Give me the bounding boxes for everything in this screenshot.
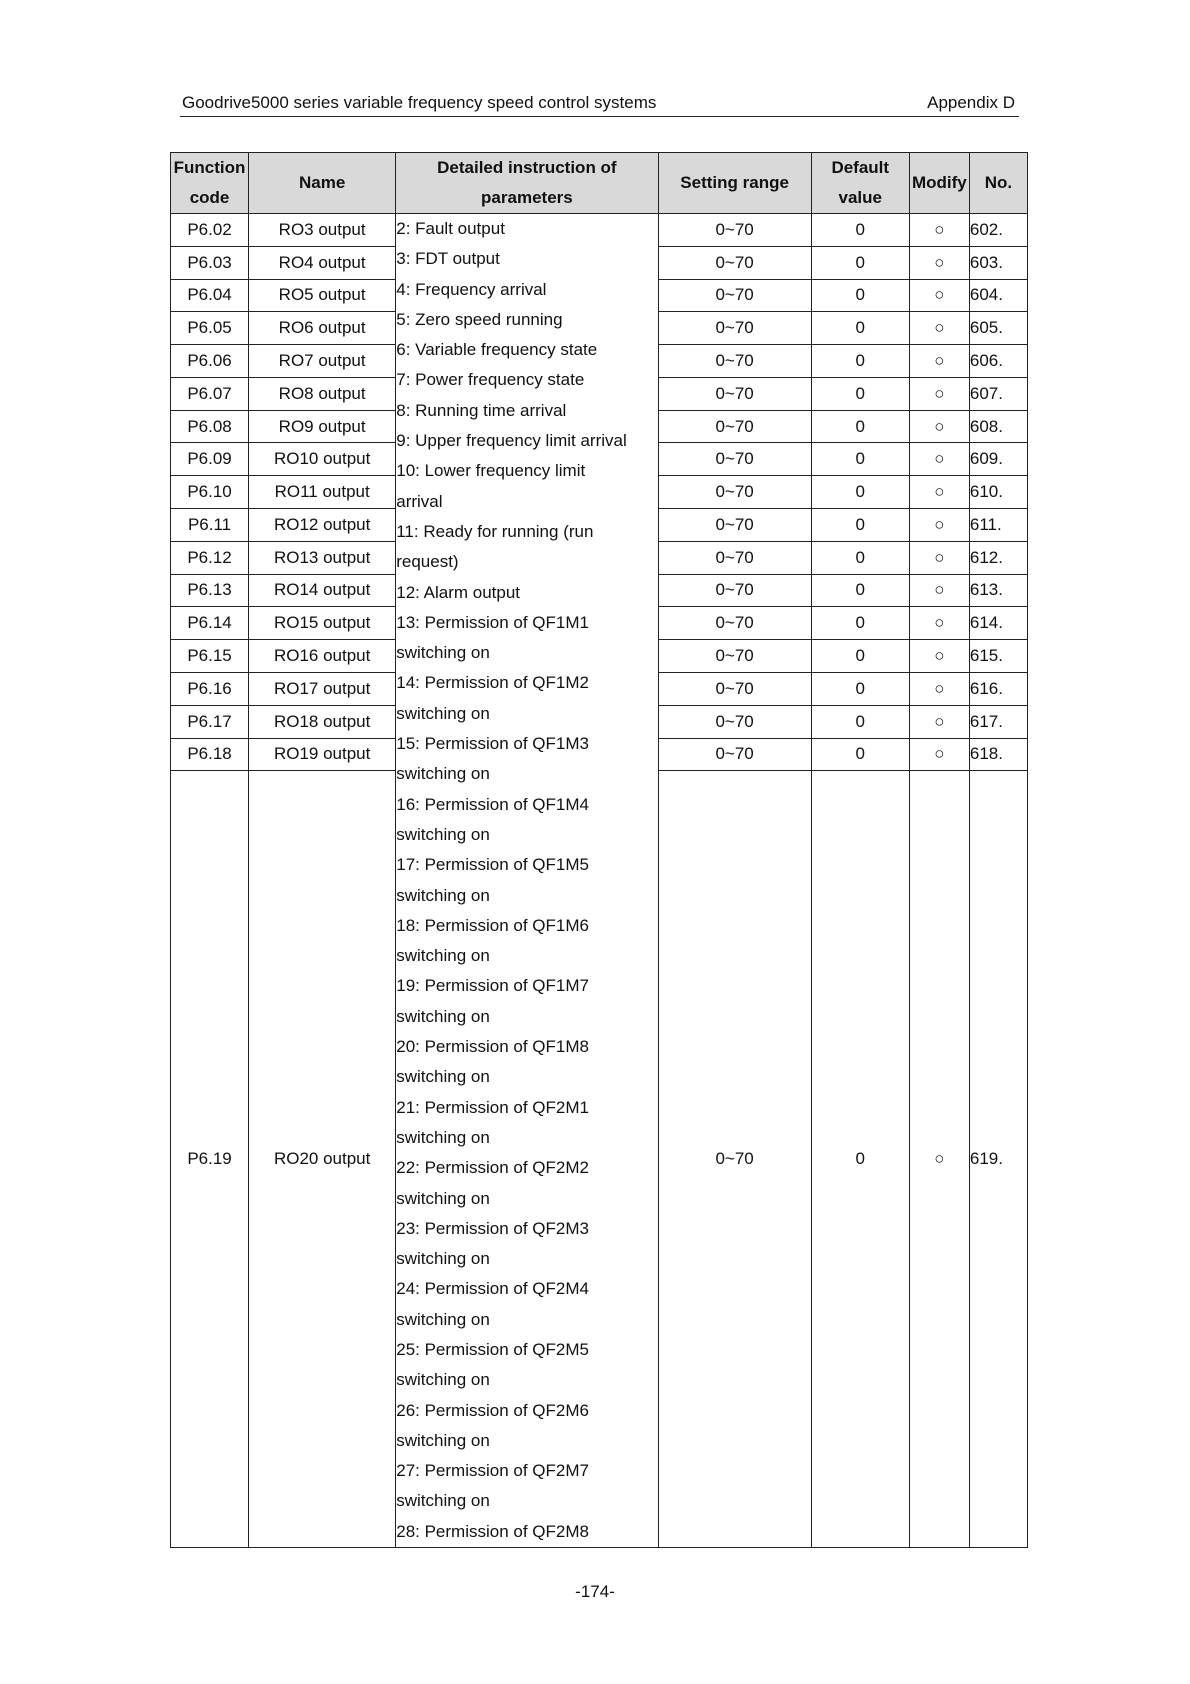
modify-symbol: ○ xyxy=(909,312,969,345)
parameter-number-cell: 604. xyxy=(969,279,1027,312)
instruction-line: switching on xyxy=(396,1309,490,1329)
default-value-cell: 0 xyxy=(811,312,909,345)
instruction-line: 4: Frequency arrival xyxy=(396,279,547,299)
header-default-value: Default value xyxy=(811,153,909,214)
name-cell: RO15 output xyxy=(249,607,396,640)
setting-range-cell: 0~70 xyxy=(658,640,811,673)
default-value-cell: 0 xyxy=(811,541,909,574)
function-code-cell: P6.13 xyxy=(171,574,249,607)
header-name: Name xyxy=(249,153,396,214)
instruction-line: 8: Running time arrival xyxy=(396,400,567,420)
modify-symbol: ○ xyxy=(909,443,969,476)
instruction-line: switching on xyxy=(396,1006,490,1026)
function-code-cell: P6.15 xyxy=(171,640,249,673)
parameter-number-cell: 618. xyxy=(969,738,1027,771)
name-cell: RO14 output xyxy=(249,574,396,607)
header-detailed-instruction: Detailed instruction of parameters xyxy=(396,153,658,214)
instruction-line: 23: Permission of QF2M3 xyxy=(396,1218,589,1238)
modify-symbol: ○ xyxy=(909,672,969,705)
page-number: -174- xyxy=(575,1582,615,1601)
appendix-label: Appendix D xyxy=(927,93,1015,112)
modify-symbol: ○ xyxy=(909,509,969,542)
instruction-line: 11: Ready for running (run xyxy=(396,521,594,541)
instruction-line: 25: Permission of QF2M5 xyxy=(396,1339,589,1359)
default-value-cell: 0 xyxy=(811,410,909,443)
default-value-cell: 0 xyxy=(811,705,909,738)
default-value-cell: 0 xyxy=(811,345,909,378)
parameter-number-cell: 615. xyxy=(969,640,1027,673)
default-value-cell: 0 xyxy=(811,279,909,312)
instruction-line: switching on xyxy=(396,1249,490,1269)
instruction-line: 10: Lower frequency limit xyxy=(396,461,586,481)
instruction-line: 2: Fault output xyxy=(396,219,505,238)
setting-range-cell: 0~70 xyxy=(658,672,811,705)
instruction-line: switching on xyxy=(396,643,490,663)
instruction-line: 3: FDT output xyxy=(396,249,500,269)
page-header xyxy=(180,92,1019,117)
instruction-line: request) xyxy=(396,552,459,572)
setting-range-cell: 0~70 xyxy=(658,476,811,509)
setting-range-cell: 0~70 xyxy=(658,509,811,542)
name-cell: RO11 output xyxy=(249,476,396,509)
name-cell: RO4 output xyxy=(249,246,396,279)
instruction-line: switching on xyxy=(396,946,490,966)
instruction-line: switching on xyxy=(396,764,490,784)
modify-symbol: ○ xyxy=(909,279,969,312)
modify-symbol: ○ xyxy=(909,771,969,1548)
name-cell: RO18 output xyxy=(249,705,396,738)
instruction-line: switching on xyxy=(396,1430,490,1450)
setting-range-cell: 0~70 xyxy=(658,771,811,1548)
default-value-cell: 0 xyxy=(811,607,909,640)
function-code-cell: P6.14 xyxy=(171,607,249,640)
instruction-line: 16: Permission of QF1M4 xyxy=(396,794,589,814)
setting-range-cell: 0~70 xyxy=(658,705,811,738)
parameter-number-cell: 612. xyxy=(969,541,1027,574)
setting-range-cell: 0~70 xyxy=(658,312,811,345)
default-value-cell: 0 xyxy=(811,246,909,279)
instruction-line: 19: Permission of QF1M7 xyxy=(396,976,589,996)
parameter-number-cell: 605. xyxy=(969,312,1027,345)
instruction-line: 27: Permission of QF2M7 xyxy=(396,1461,589,1481)
parameter-number-cell: 611. xyxy=(969,509,1027,542)
instruction-line: arrival xyxy=(396,491,443,511)
function-code-cell: P6.05 xyxy=(171,312,249,345)
instruction-line: switching on xyxy=(396,885,490,905)
parameter-number-cell: 619. xyxy=(969,771,1027,1548)
function-code-cell: P6.11 xyxy=(171,509,249,542)
setting-range-cell: 0~70 xyxy=(658,410,811,443)
parameter-number-cell: 613. xyxy=(969,574,1027,607)
default-value-cell: 0 xyxy=(811,738,909,771)
function-code-cell: P6.06 xyxy=(171,345,249,378)
name-cell: RO20 output xyxy=(249,771,396,1548)
name-cell: RO8 output xyxy=(249,377,396,410)
header-setting-range: Setting range xyxy=(658,153,811,214)
instruction-line: switching on xyxy=(396,1127,490,1147)
name-cell: RO17 output xyxy=(249,672,396,705)
parameter-number-cell: 614. xyxy=(969,607,1027,640)
instruction-line: 26: Permission of QF2M6 xyxy=(396,1400,589,1420)
setting-range-cell: 0~70 xyxy=(658,738,811,771)
parameter-number-cell: 608. xyxy=(969,410,1027,443)
function-code-cell: P6.16 xyxy=(171,672,249,705)
instruction-line: switching on xyxy=(396,1188,490,1208)
name-cell: RO16 output xyxy=(249,640,396,673)
modify-symbol: ○ xyxy=(909,246,969,279)
modify-symbol: ○ xyxy=(909,214,969,247)
modify-symbol: ○ xyxy=(909,574,969,607)
instruction-line: 6: Variable frequency state xyxy=(396,340,598,360)
name-cell: RO19 output xyxy=(249,738,396,771)
parameter-number-cell: 602. xyxy=(969,214,1027,247)
default-value-cell: 0 xyxy=(811,640,909,673)
parameter-number-cell: 607. xyxy=(969,377,1027,410)
default-value-cell: 0 xyxy=(811,574,909,607)
setting-range-cell: 0~70 xyxy=(658,541,811,574)
default-value-cell: 0 xyxy=(811,509,909,542)
instruction-line: 17: Permission of QF1M5 xyxy=(396,855,589,875)
modify-symbol: ○ xyxy=(909,345,969,378)
setting-range-cell: 0~70 xyxy=(658,246,811,279)
name-cell: RO3 output xyxy=(249,214,396,247)
modify-symbol: ○ xyxy=(909,476,969,509)
modify-symbol: ○ xyxy=(909,705,969,738)
instruction-line: 24: Permission of QF2M4 xyxy=(396,1279,589,1299)
name-cell: RO12 output xyxy=(249,509,396,542)
function-code-cell: P6.12 xyxy=(171,541,249,574)
parameter-number-cell: 609. xyxy=(969,443,1027,476)
instruction-line: 12: Alarm output xyxy=(396,582,521,602)
instruction-line: 7: Power frequency state xyxy=(396,370,585,390)
modify-symbol: ○ xyxy=(909,410,969,443)
setting-range-cell: 0~70 xyxy=(658,214,811,247)
function-code-cell: P6.19 xyxy=(171,771,249,1548)
function-code-cell: P6.02 xyxy=(171,214,249,247)
default-value-cell: 0 xyxy=(811,377,909,410)
parameter-number-cell: 603. xyxy=(969,246,1027,279)
table-body xyxy=(171,214,1028,1548)
parameter-number-cell: 617. xyxy=(969,705,1027,738)
instruction-line: 28: Permission of QF2M8 xyxy=(396,1521,589,1541)
function-code-cell: P6.04 xyxy=(171,279,249,312)
instruction-line: 14: Permission of QF1M2 xyxy=(396,673,589,693)
default-value-cell: 0 xyxy=(811,771,909,1548)
detailed-instruction-cell xyxy=(396,214,658,1548)
parameter-number-cell: 616. xyxy=(969,672,1027,705)
instruction-line: switching on xyxy=(396,824,490,844)
modify-symbol: ○ xyxy=(909,640,969,673)
instruction-line: 13: Permission of QF1M1 xyxy=(396,612,589,632)
name-cell: RO5 output xyxy=(249,279,396,312)
header-number: No. xyxy=(969,153,1027,214)
name-cell: RO10 output xyxy=(249,443,396,476)
function-code-cell: P6.08 xyxy=(171,410,249,443)
function-code-cell: P6.09 xyxy=(171,443,249,476)
function-code-cell: P6.18 xyxy=(171,738,249,771)
parameter-number-cell: 610. xyxy=(969,476,1027,509)
instruction-line: 15: Permission of QF1M3 xyxy=(396,734,589,754)
document-title: Goodrive5000 series variable frequency speed control systems xyxy=(182,93,657,112)
function-code-cell: P6.03 xyxy=(171,246,249,279)
modify-symbol: ○ xyxy=(909,738,969,771)
instruction-line: 21: Permission of QF2M1 xyxy=(396,1097,589,1117)
instruction-line: switching on xyxy=(396,1067,490,1087)
function-code-cell: P6.10 xyxy=(171,476,249,509)
instruction-line: 20: Permission of QF1M8 xyxy=(396,1037,589,1057)
setting-range-cell: 0~70 xyxy=(658,279,811,312)
instruction-line: 22: Permission of QF2M2 xyxy=(396,1158,589,1178)
default-value-cell: 0 xyxy=(811,476,909,509)
modify-symbol: ○ xyxy=(909,607,969,640)
function-code-cell: P6.07 xyxy=(171,377,249,410)
header-modify: Modify xyxy=(909,153,969,214)
name-cell: RO6 output xyxy=(249,312,396,345)
function-code-cell: P6.17 xyxy=(171,705,249,738)
default-value-cell: 0 xyxy=(811,443,909,476)
setting-range-cell: 0~70 xyxy=(658,345,811,378)
name-cell: RO7 output xyxy=(249,345,396,378)
header-function-code: Function code xyxy=(171,153,249,214)
setting-range-cell: 0~70 xyxy=(658,574,811,607)
modify-symbol: ○ xyxy=(909,377,969,410)
instruction-line: switching on xyxy=(396,703,490,723)
name-cell: RO9 output xyxy=(249,410,396,443)
instruction-line: switching on xyxy=(396,1491,490,1511)
table-row xyxy=(171,214,1028,247)
setting-range-cell: 0~70 xyxy=(658,607,811,640)
default-value-cell: 0 xyxy=(811,214,909,247)
name-cell: RO13 output xyxy=(249,541,396,574)
parameter-number-cell: 606. xyxy=(969,345,1027,378)
parameter-table xyxy=(170,152,1028,1548)
setting-range-cell: 0~70 xyxy=(658,443,811,476)
modify-symbol: ○ xyxy=(909,541,969,574)
instruction-line: 5: Zero speed running xyxy=(396,309,563,329)
table-header-row xyxy=(171,153,1028,214)
instruction-line: 9: Upper frequency limit arrival xyxy=(396,431,627,451)
instruction-line: switching on xyxy=(396,1370,490,1390)
default-value-cell: 0 xyxy=(811,672,909,705)
instruction-line: 18: Permission of QF1M6 xyxy=(396,915,589,935)
setting-range-cell: 0~70 xyxy=(658,377,811,410)
